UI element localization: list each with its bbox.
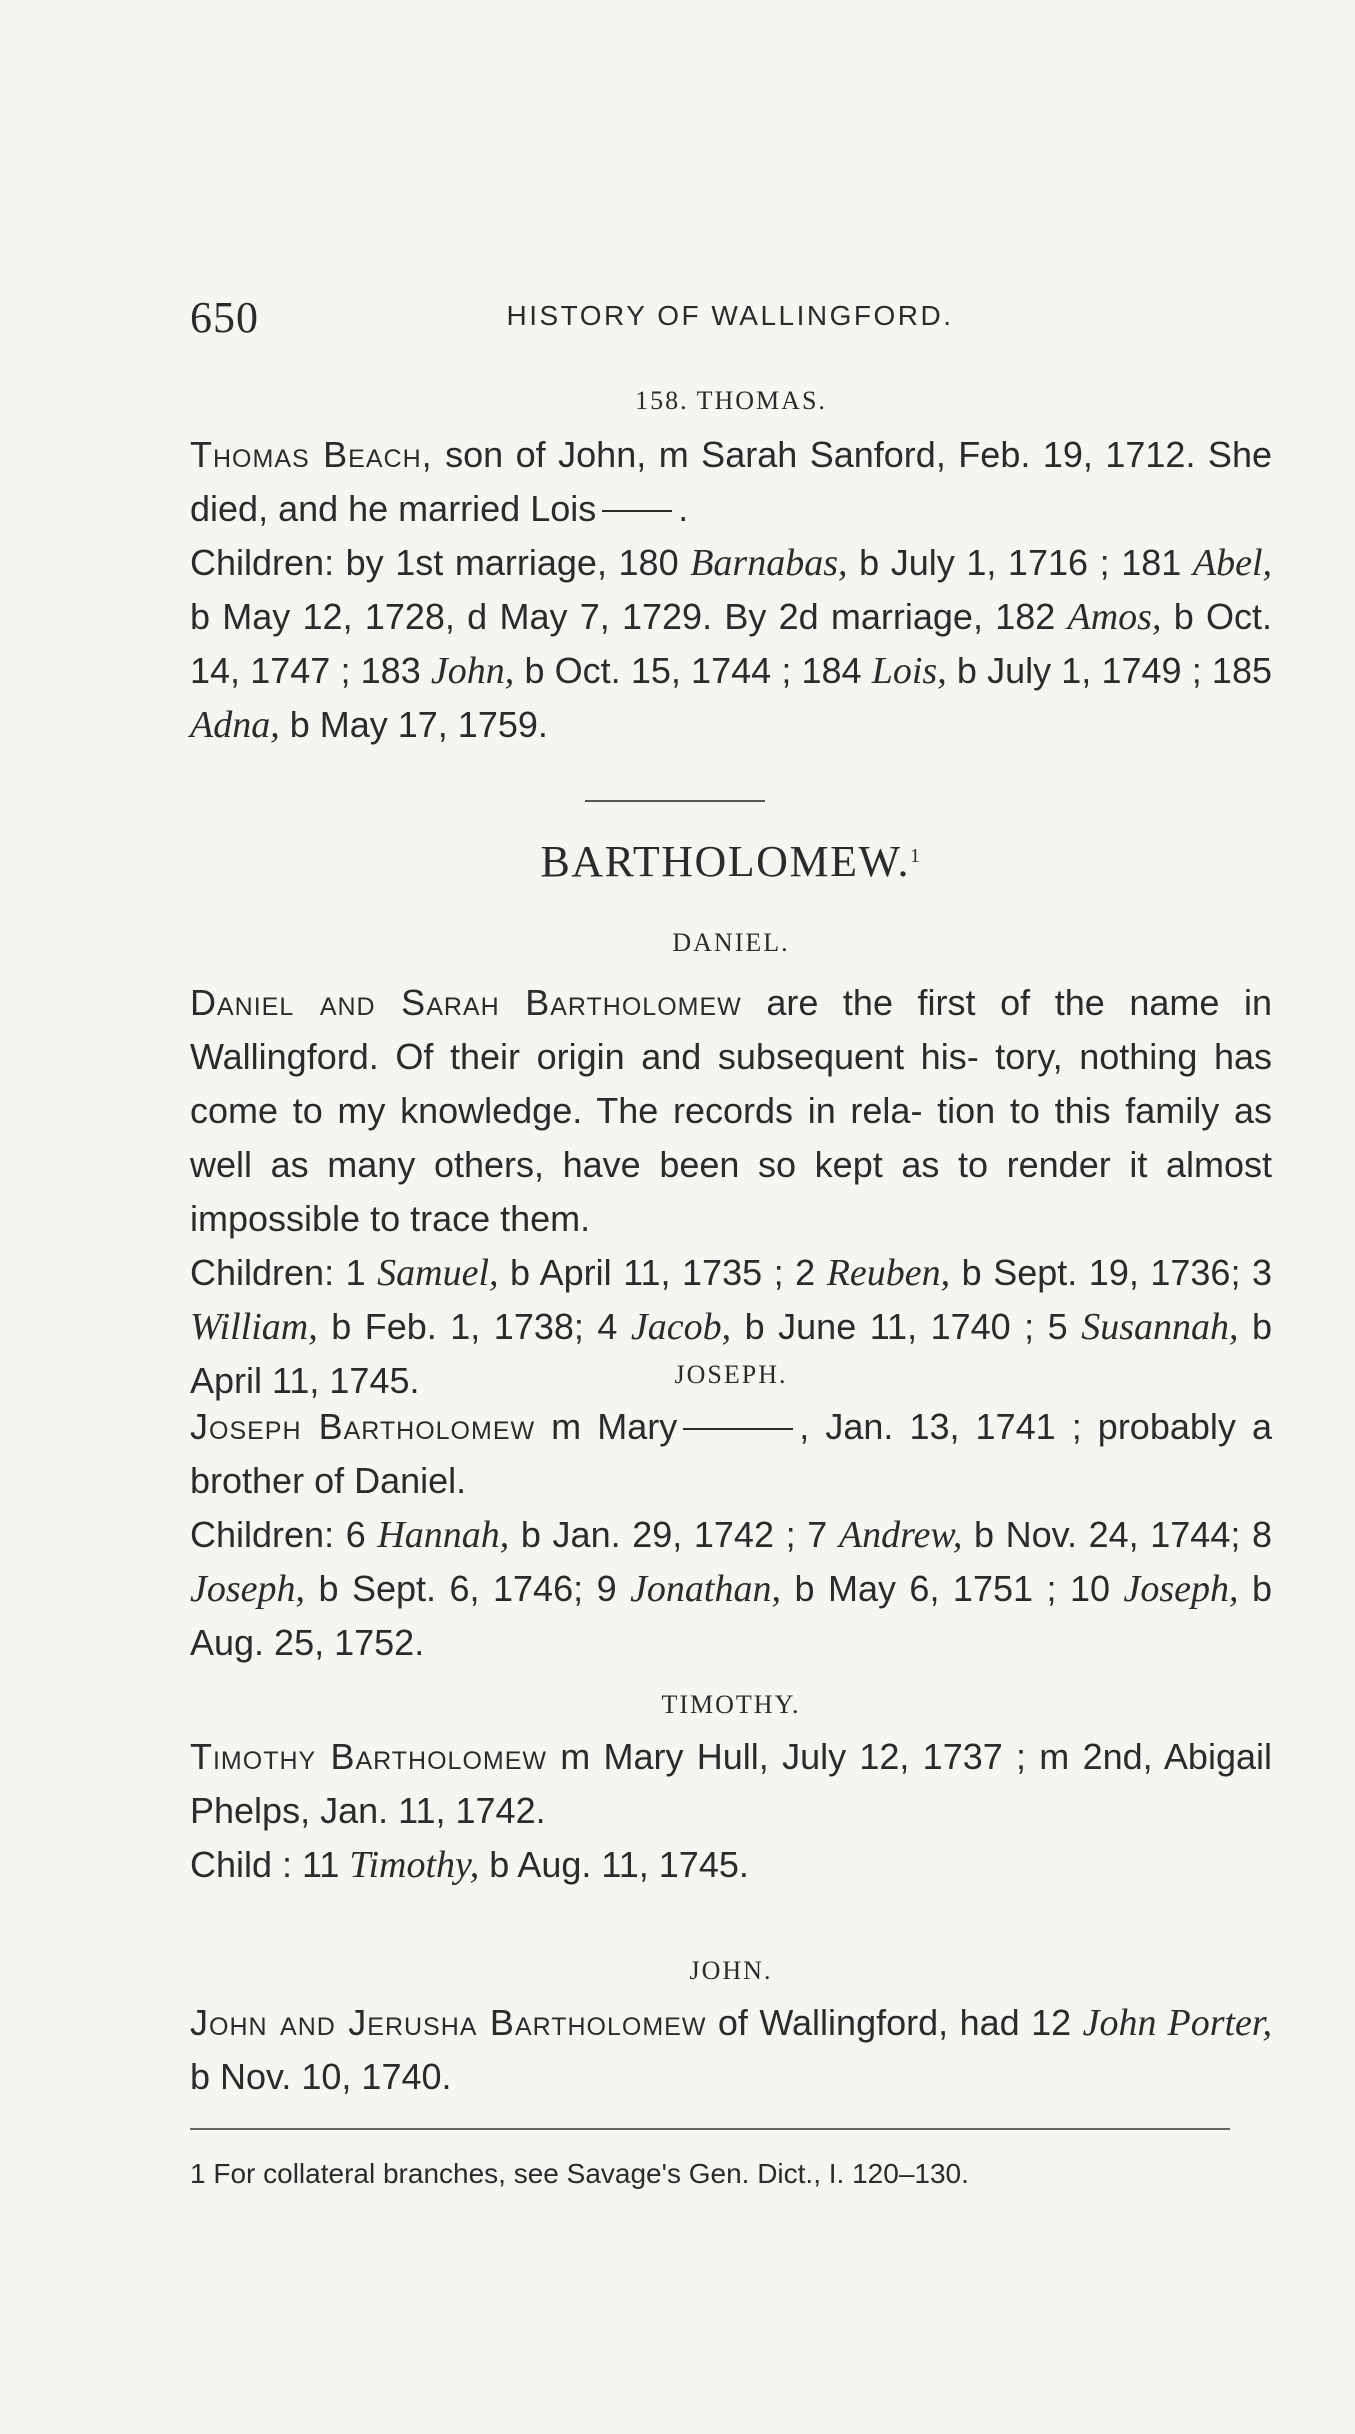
child-name: Abel,	[1192, 542, 1272, 584]
person-name: Joseph Bartholomew	[190, 1406, 536, 1447]
blank-dash	[683, 1428, 793, 1430]
text-run: b Aug. 11, 1745.	[479, 1844, 749, 1885]
child-name: John,	[430, 650, 515, 692]
text-run: b Jan. 29, 1742 ; 7	[509, 1514, 839, 1555]
family-heading	[190, 836, 1272, 887]
section-joseph	[190, 1360, 1272, 1390]
section-158-body	[190, 428, 1272, 752]
person-name: Thomas Beach,	[190, 434, 433, 475]
text-run: b May 17, 1759.	[279, 704, 548, 745]
footnote-reference: 1	[909, 845, 922, 867]
child-name: Joseph,	[1123, 1568, 1239, 1610]
footnote-text: For collateral branches, see Savage's Gen. Dict., I. 120–130.	[205, 2158, 969, 2189]
child-name: Barnabas,	[690, 542, 848, 584]
child-name: Reuben,	[826, 1252, 951, 1294]
text-run: , Jan. 13, 1741 ; probably a brother of Daniel.	[190, 1406, 1272, 1501]
page-number: 650	[190, 293, 259, 342]
text-run: b June 11, 1740 ; 5	[731, 1306, 1082, 1347]
text-run: b Nov. 24, 1744; 8	[962, 1514, 1272, 1555]
section-daniel-body	[190, 976, 1272, 1408]
section-heading-joseph: JOSEPH.	[674, 1360, 788, 1389]
running-head	[190, 292, 1230, 342]
section-timothy-body	[190, 1730, 1272, 1892]
paragraph-text: son of John, m Sarah Sanford, Feb. 19, 1712. She died, and he married Lois	[190, 434, 1272, 529]
text-run: b May 12, 1728, d May 7, 1729. By 2d marriage, 182	[190, 596, 1068, 637]
timothy-children-paragraph	[190, 1838, 1272, 1892]
section-timothy	[190, 1690, 1272, 1720]
person-name: John and Jerusha Bartholomew	[190, 2002, 707, 2043]
section-heading-timothy: TIMOTHY.	[661, 1690, 801, 1719]
section-john	[190, 1956, 1272, 1986]
text-run: b May 6, 1751 ; 10	[781, 1568, 1124, 1609]
section-john-body	[190, 1996, 1272, 2104]
paragraph-text: are the first of the name in Wallingford. Of their origin and subsequent his- tory, nothing has come to my knowledge. The records in rela- tion to this family as well as many others, have been so kept as to render it almost impossible to trace them.	[190, 982, 1272, 1239]
blank-dash	[602, 510, 672, 512]
family-title: BARTHOLOMEW.	[540, 837, 910, 886]
paragraph-text: m Mary Hull, July 12, 1737 ; m 2nd, Abigail Phelps, Jan. 11, 1742.	[190, 1736, 1272, 1831]
footnote-mark: 1	[190, 2158, 206, 2189]
child-name: Andrew,	[838, 1514, 963, 1556]
text-run: b Sept. 19, 1736; 3	[950, 1252, 1272, 1293]
john-paragraph	[190, 1996, 1272, 2104]
thomas-beach-paragraph	[190, 428, 1272, 536]
child-name: Lois,	[871, 650, 947, 692]
joseph-paragraph	[190, 1400, 1272, 1508]
text-run: b Aug. 25, 1752.	[190, 1568, 1272, 1663]
footnote	[190, 2158, 1272, 2190]
child-name: Adna,	[190, 704, 280, 746]
text-run: b Feb. 1, 1738; 4	[317, 1306, 631, 1347]
footnote-divider	[190, 2128, 1230, 2130]
child-name: William,	[190, 1306, 318, 1348]
text-run: b April 11, 1745.	[190, 1306, 1273, 1401]
child-name: Jonathan,	[630, 1568, 781, 1610]
text-run: b Nov. 10, 1740.	[190, 2056, 452, 2097]
child-name: Samuel,	[377, 1252, 499, 1294]
section-heading-158: 158. THOMAS.	[635, 386, 827, 415]
child-name: Amos,	[1067, 596, 1162, 638]
text-run: Children: 6	[190, 1514, 378, 1555]
text-run: b July 1, 1716 ; 181	[847, 542, 1193, 583]
text-run: m Mary	[535, 1406, 678, 1447]
child-name: Jacob,	[630, 1306, 732, 1348]
children-paragraph	[190, 536, 1272, 752]
text-run: of Wallingford, had 12	[706, 2002, 1083, 2043]
paragraph-end: .	[678, 488, 689, 529]
person-name: Timothy Bartholomew	[190, 1736, 547, 1777]
text-run: b Oct. 15, 1744 ; 184	[514, 650, 872, 691]
text-run: b July 1, 1749 ; 185	[946, 650, 1272, 691]
person-name: Daniel and Sarah Bartholomew	[190, 982, 742, 1023]
section-158	[190, 386, 1272, 416]
section-heading-daniel: DANIEL.	[672, 928, 790, 957]
section-joseph-body	[190, 1400, 1272, 1670]
child-name: Timothy,	[349, 1844, 480, 1886]
section-divider	[585, 800, 765, 802]
running-title: HISTORY OF WALLINGFORD.	[506, 300, 954, 331]
text-run: b April 11, 1735 ; 2	[498, 1252, 827, 1293]
section-heading-john: JOHN.	[689, 1956, 773, 1985]
child-name: Hannah,	[377, 1514, 510, 1556]
child-name: Susannah,	[1081, 1306, 1239, 1348]
text-run: Children: by 1st marriage, 180	[190, 542, 691, 583]
daniel-paragraph	[190, 976, 1272, 1246]
child-name: John Porter,	[1082, 2002, 1272, 2044]
text-run: b Oct. 14, 1747 ; 183	[190, 596, 1273, 691]
text-run: Child : 11	[190, 1844, 350, 1885]
text-run: b Sept. 6, 1746; 9	[305, 1568, 631, 1609]
section-daniel	[190, 928, 1272, 958]
text-run: Children: 1	[190, 1252, 378, 1293]
timothy-paragraph	[190, 1730, 1272, 1838]
child-name: Joseph,	[190, 1568, 306, 1610]
joseph-children-paragraph	[190, 1508, 1272, 1670]
